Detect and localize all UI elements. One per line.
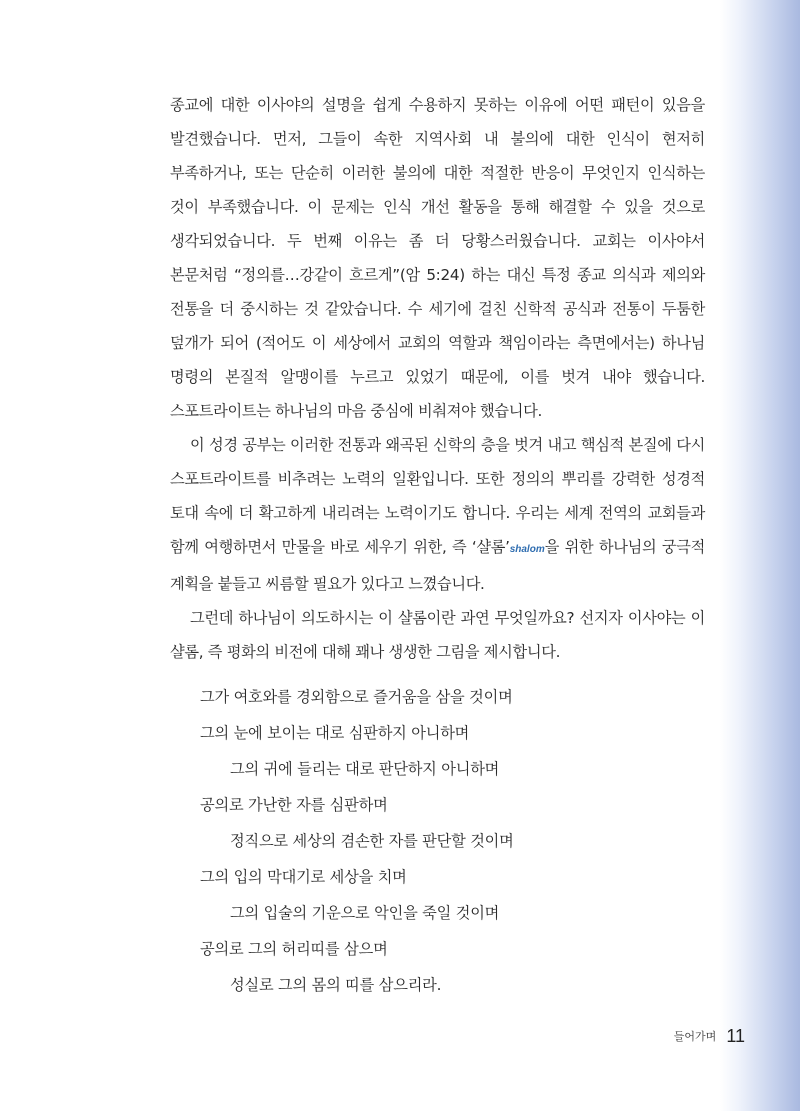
paragraph-1-text: 종교에 대한 이사야의 설명을 쉽게 수용하지 못하는 이유에 어떤 패턴이 있음을 발견했습니다. 먼저, 그들이 속한 지역사회 내 불의에 대한 인식이 현저히 부족하거나, 또는 단순히 이러한 불의에 대한 적절한 반응이 무엇인지 인식하는 것이 부족했습니다. 이 문제는 인식 개선 활동을 통해 해결할 수 있을 것으로 생각되었습니다. 두 번째 이유는 좀 더 당황스러웠습니다. 교회는 이사야서 본문처럼 “정의를…강같이 흐르게”(암 5:24) 하는 대신 특정 종교 의식과 제의와 전통을 더 중시하는 것 같았습니다. 수 세기에 걸친 신학적 공식과 전통이 두툼한 덮개가 되어 (적어도 이 세상에서 교회의 역할과 책임이라는 측면에서는) 하나님 명령의 본질적 알맹이를 누르고 있었기 때문에, 이를 벗겨 내야 했습니다. 스포트라이트는 하나님의 마음 중심에 비춰져야 했습니다. [170,96,705,420]
page-footer [560,1023,745,1049]
quote-line: 그의 귀에 들리는 대로 판단하지 아니하며 [230,760,500,778]
paragraph-2 [170,428,705,601]
quote-line: 공의로 가난한 자를 심판하며 [200,796,388,814]
quote-line: 성실로 그의 몸의 띠를 삼으리라. [230,976,442,994]
body-text [170,88,705,669]
quote-line: 그가 여호와를 경외함으로 즐거움을 삼을 것이며 [200,688,513,706]
paragraph-3 [170,601,705,669]
quote-line: 그의 눈에 보이는 대로 심판하지 아니하며 [200,724,470,742]
quote-line: 그의 입술의 기운으로 악인을 죽일 것이며 [230,904,500,922]
paragraph-2-text-b: 을 위한 하나님의 궁극적 계획을 붙들고 씨름할 필요가 있다고 느꼈습니다. [170,538,706,593]
paragraph-2-text-a: 이 성경 공부는 이러한 전통과 왜곡된 신학의 층을 벗겨 내고 핵심적 본질에 다시 스포트라이트를 비추려는 노력의 일환입니다. 또한 정의의 뿌리를 강력한 성경적 토대 속에 더 확고하게 내리려는 노력이기도 합니다. 우리는 세계 전역의 교회들과 함께 여행하면서 만물을 바로 세우기 위한, 즉 ‘샬롬’ [170,436,705,556]
scripture-quote [200,679,700,1003]
quote-line: 정직으로 세상의 겸손한 자를 판단할 것이며 [230,832,514,850]
page-edge-gradient [720,0,800,1111]
paragraph-1 [170,88,705,428]
running-head: 들어가며 [673,1030,717,1043]
page-number: 11 [726,1025,745,1046]
paragraph-3-text: 그런데 하나님이 의도하시는 이 샬롬이란 과연 무엇일까요? 선지자 이사야는 이 샬롬, 즉 평화의 비전에 대해 꽤나 생생한 그림을 제시합니다. [170,609,705,661]
quote-line: 그의 입의 막대기로 세상을 치며 [200,868,407,886]
quote-line: 공의로 그의 허리띠를 삼으며 [200,940,388,958]
shalom-term: shalom [509,544,545,555]
